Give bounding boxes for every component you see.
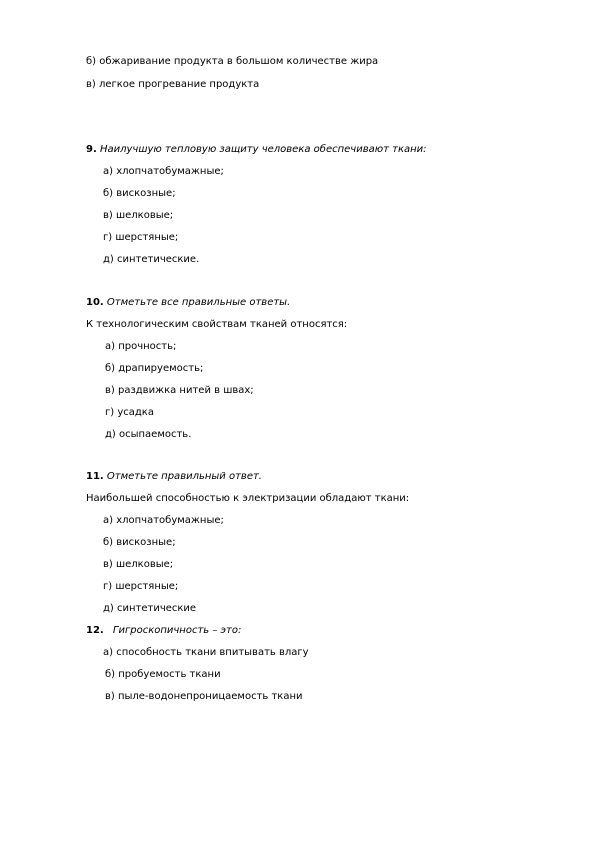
question-prompt: Гигроскопичность – это: xyxy=(112,625,242,636)
answer-option: а) хлопчатобумажные; xyxy=(103,166,224,177)
question-number: 10. xyxy=(86,297,104,308)
question-number: 11. xyxy=(86,471,104,482)
answer-option: а) способность ткани впитывать влагу xyxy=(103,647,309,658)
question-prompt: Отметьте правильный ответ. xyxy=(106,471,262,482)
answer-option: в) шелковые; xyxy=(103,559,174,570)
answer-option: б) драпируемость; xyxy=(105,363,204,374)
answer-option: б) пробуемость ткани xyxy=(105,669,221,680)
answer-option: г) усадка xyxy=(105,407,154,418)
question-11-heading xyxy=(86,471,262,483)
question-number: 12. xyxy=(86,625,104,636)
intro-option: б) обжаривание продукта в большом количестве жира xyxy=(86,56,379,67)
question-12-heading xyxy=(86,625,241,637)
question-prompt: Отметьте все правильные ответы. xyxy=(106,297,291,308)
answer-option: в) пыле-водонепроницаемость ткани xyxy=(105,691,303,702)
answer-option: д) синтетические. xyxy=(103,254,200,265)
question-number: 9. xyxy=(86,144,97,155)
answer-option: г) шерстяные; xyxy=(103,581,179,592)
answer-option: б) вискозные; xyxy=(103,537,176,548)
question-stem: К технологическим свойствам тканей относятся: xyxy=(86,319,348,330)
question-10-heading xyxy=(86,297,290,309)
answer-option: в) шелковые; xyxy=(103,210,174,221)
question-9-heading xyxy=(86,144,427,156)
answer-option: б) вискозные; xyxy=(103,188,176,199)
answer-option: г) шерстяные; xyxy=(103,232,179,243)
question-prompt: Наилучшую тепловую защиту человека обеспечивают ткани: xyxy=(99,144,427,155)
answer-option: д) синтетические xyxy=(103,603,197,614)
answer-option: в) раздвижка нитей в швах; xyxy=(105,385,254,396)
answer-option: а) хлопчатобумажные; xyxy=(103,515,224,526)
answer-option: а) прочность; xyxy=(105,341,177,352)
answer-option: д) осыпаемость. xyxy=(105,429,192,440)
question-stem: Наибольшей способностью к электризации обладают ткани: xyxy=(86,493,410,504)
intro-option: в) легкое прогревание продукта xyxy=(86,79,260,90)
